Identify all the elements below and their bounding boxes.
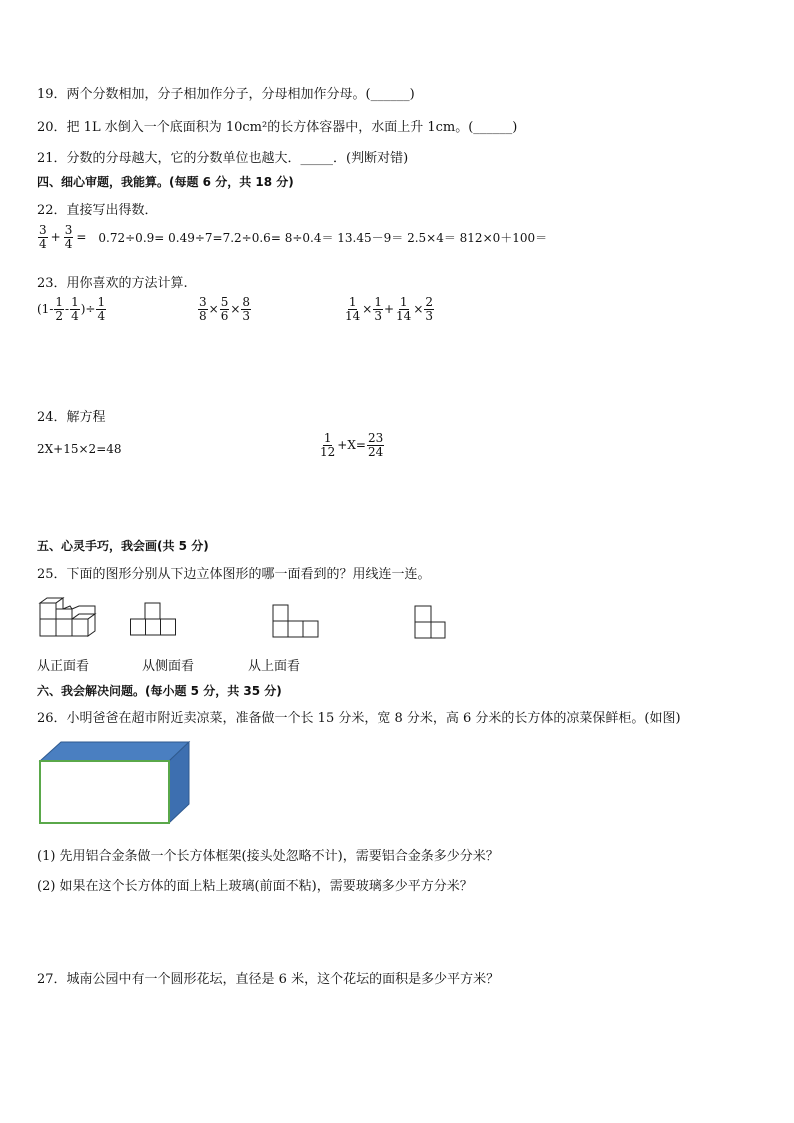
times-sign: × <box>208 302 219 317</box>
view-label-side: 从侧面看 <box>142 659 195 674</box>
fraction: $\frac{2}{3}$ <box>425 295 434 323</box>
fraction: $\frac{5}{6}$ <box>220 295 229 323</box>
question-27: 27．城南公园中有一个圆形花坛，直径是 6 米，这个花坛的面积是多少平方米？ <box>37 972 500 987</box>
view-shape-1 <box>130 601 178 637</box>
q23-expression-1 <box>37 296 107 322</box>
fraction: $\frac{23}{24}$ <box>367 431 384 459</box>
cuboid-front-face <box>40 761 169 823</box>
q23-expression-2 <box>197 296 252 322</box>
fraction: $\frac{1}{12}$ <box>320 431 336 459</box>
fraction: $\frac{1}{14}$ <box>396 295 412 323</box>
view-label-front: 从正面看 <box>37 659 90 674</box>
equation-2 <box>318 432 385 458</box>
question-20: 20．把 1L 水倒入一个底面积为 10cm²的长方体容器中，水面上升 1cm。(______) <box>37 120 518 135</box>
cuboid-top-face <box>40 742 189 761</box>
question-26-part-2: (2) 如果在这个长方体的面上粘上玻璃(前面不粘)，需要玻璃多少平方分米？ <box>37 879 473 894</box>
solid-figure-drawing <box>38 597 100 639</box>
equation-middle: +X= <box>337 438 366 453</box>
section-4-heading: 四、细心审题，我能算。(每题 6 分，共 18 分) <box>37 175 294 189</box>
paren-text: (1- <box>37 302 54 317</box>
view-label-top: 从上面看 <box>248 659 301 674</box>
question-21: 21．分数的分母越大，它的分数单位也越大．_____．(判断对错) <box>37 151 409 166</box>
plus-sign: + <box>50 230 61 245</box>
fraction: $\frac{1}{2}$ <box>55 295 64 323</box>
fraction: $\frac{1}{3}$ <box>374 295 382 323</box>
fraction: $\frac{3}{4}$ <box>39 223 47 251</box>
cuboid-figure <box>38 740 194 826</box>
arithmetic-list: 0.72÷0.9= 0.49÷7=7.2÷0.6= 8÷0.4＝ 13.45－9＝ 2.5×4＝ 812×0＋100＝ <box>98 230 548 245</box>
question-22-title: 22．直接写出得数． <box>37 203 158 218</box>
minus-sign: - <box>65 302 70 317</box>
fraction: $\frac{8}{3}$ <box>242 295 251 323</box>
question-26-part-1: (1) 先用铝合金条做一个长方体框架(接头处忽略不计)，需要铝合金条多少分米？ <box>37 849 499 864</box>
fraction: $\frac{1}{4}$ <box>71 295 79 323</box>
question-23-title: 23．用你喜欢的方法计算. <box>37 276 188 291</box>
view-shape-3 <box>412 604 450 640</box>
q23-expression-3 <box>343 296 435 322</box>
fraction: $\frac{1}{4}$ <box>97 295 106 323</box>
fraction: $\frac{3}{8}$ <box>199 295 207 323</box>
fraction: $\frac{3}{4}$ <box>64 223 73 251</box>
question-19: 19．两个分数相加，分子相加作分子，分母相加作分母。(______) <box>37 87 415 102</box>
times-sign: × <box>230 302 241 317</box>
paren-text: )÷ <box>80 302 96 317</box>
times-sign: × <box>413 302 424 317</box>
question-24-title: 24．解方程 <box>37 410 106 425</box>
question-26-title: 26．小明爸爸在超市附近卖凉菜，准备做一个长 15 分米，宽 8 分米，高 6 分米的长方体的凉菜保鲜柜。(如图) <box>37 711 681 726</box>
plus-sign: + <box>383 302 395 317</box>
equation-1: 2X+15×2=48 <box>37 442 122 456</box>
view-shape-2 <box>271 603 321 639</box>
question-25-title: 25．下面的图形分别从下边立体图形的哪一面看到的？用线连一连。 <box>37 567 431 582</box>
question-22-expressions <box>37 224 547 250</box>
fraction: $\frac{1}{14}$ <box>345 295 361 323</box>
times-sign: × <box>362 302 373 317</box>
equals-sign: = <box>76 230 87 245</box>
section-6-heading: 六、我会解决问题。(每小题 5 分，共 35 分) <box>37 684 282 698</box>
section-5-heading: 五、心灵手巧，我会画(共 5 分) <box>37 539 209 553</box>
